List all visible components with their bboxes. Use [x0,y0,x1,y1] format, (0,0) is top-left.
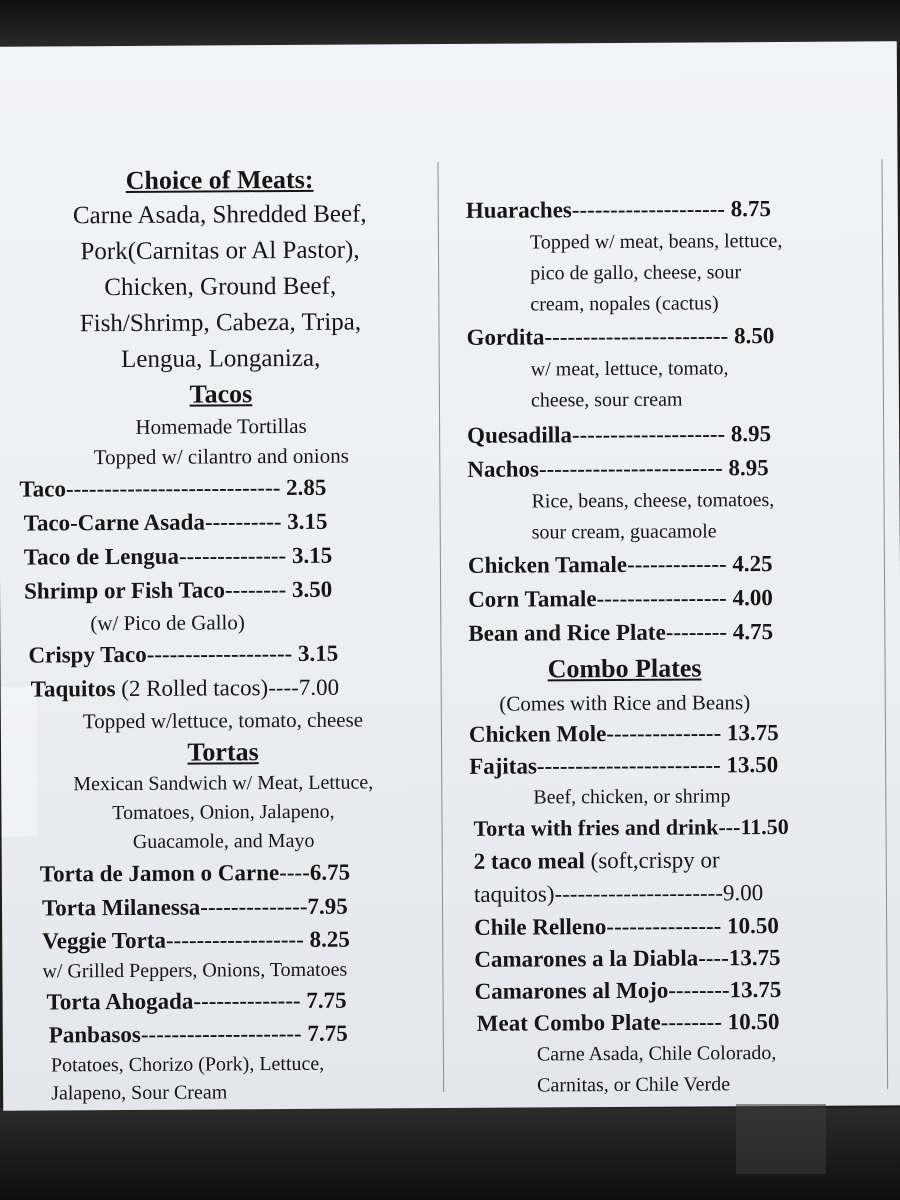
menu-item-taco-de-lengua: Taco de Lengua-------------- 3.15 [23,542,333,570]
meats-heading: Choice of Meats: [125,164,314,195]
meats-line: Fish/Shrimp, Cabeza, Tripa, [79,308,362,338]
menu-item-nachos: Nachos------------------------ 8.95 [467,455,769,482]
item-note: Beef, chicken, or shrimp [533,785,731,809]
menu-item-shrimp-fish-taco: Shrimp or Fish Taco-------- 3.50 [24,576,333,604]
tortas-heading: Tortas [187,737,259,767]
menu-item-gordita: Gordita------------------------ 8.50 [466,323,775,350]
column-divider [437,162,444,1092]
combo-plates-subtitle: (Comes with Rice and Beans) [499,690,751,716]
item-note: w/ meat, lettuce, tomato, [530,357,729,381]
item-note: Potatoes, Chorizo (Pork), Lettuce, [50,1052,325,1077]
menu-item-camarones-mojo: Camarones al Mojo--------13.75 [474,976,782,1004]
menu-item-crispy-taco: Crispy Taco------------------- 3.15 [28,640,339,668]
item-note: Topped w/ meat, beans, lettuce, [529,229,783,254]
menu-item-bean-rice-plate: Bean and Rice Plate-------- 4.75 [468,619,774,646]
menu-item-taquitos [31,670,413,706]
menu-item-corn-tamale: Corn Tamale----------------- 4.00 [468,585,773,612]
item-name: Taquitos [30,676,116,702]
menu-item-camarones-diabla: Camarones a la Diabla----13.75 [474,944,781,972]
menu-item-taco-carne-asada: Taco-Carne Asada---------- 3.15 [23,508,328,536]
left-column [17,162,415,1107]
item-note: Carnitas, or Chile Verde [537,1073,731,1097]
item-detail: (2 Rolled tacos)----7.00 [115,674,340,702]
menu-item-meat-combo-plate: Meat Combo Plate-------- 10.50 [476,1008,780,1036]
menu-item-veggie-torta: Veggie Torta------------------ 8.25 [42,926,350,954]
item-detail: taquitos)----------------------9.00 [473,880,764,907]
item-note: pico de gallo, cheese, sour [530,261,742,285]
item-note: cheese, sour cream [530,388,683,412]
menu-item-taco: Taco---------------------------- 2.85 [19,474,327,502]
menu-item-torta-ahogada: Torta Ahogada-------------- 7.75 [46,987,347,1015]
background-top [0,0,900,48]
meats-line: Pork(Carnitas or Al Pastor), [80,236,360,266]
tortas-subtitle-line: Guacamole, and Mayo [132,829,315,853]
item-detail: (soft,crispy or [584,847,720,874]
menu-item-chicken-mole: Chicken Mole--------------- 13.75 [468,719,779,747]
menu-item-torta-jamon: Torta de Jamon o Carne----6.75 [39,859,351,887]
menu-item-2-taco-meal [474,843,860,879]
menu-item-panbasos: Panbasos--------------------- 7.75 [48,1020,348,1048]
menu-item-chicken-tamale: Chicken Tamale------------- 4.25 [467,551,773,578]
meats-line: Carne Asada, Shredded Beef, [72,200,367,230]
menu-sheet [0,41,900,1110]
column-divider-right [881,159,888,1089]
menu-item-fajitas: Fajitas------------------------ 13.50 [469,751,779,779]
right-column [466,192,862,1102]
item-name: 2 taco meal [473,848,585,874]
item-note: Carne Asada, Chile Colorado, [536,1042,777,1066]
menu-item-torta-fries-drink: Torta with fries and drink---11.50 [473,813,789,841]
menu-item-huaraches: Huaraches-------------------- 8.75 [465,196,772,223]
item-note: sour cream, guacamole [531,520,717,544]
tacos-subtitle: Topped w/ cilantro and onions [93,443,349,470]
tape-strip-bottom [736,1104,826,1174]
item-note: w/ Grilled Peppers, Onions, Tomatoes [42,958,348,983]
item-note: Topped w/lettuce, tomato, cheese [82,707,364,734]
item-note: (w/ Pico de Gallo) [90,610,245,636]
tacos-heading: Tacos [189,379,253,409]
combo-plates-heading: Combo Plates [547,653,702,684]
tortas-subtitle-line: Tomatoes, Onion, Jalapeno, [112,800,335,825]
meats-line: Lengua, Longaniza, [120,344,321,374]
item-note: Rice, beans, cheese, tomatoes, [531,489,775,513]
menu-item-torta-milanessa: Torta Milanessa--------------7.95 [41,893,348,921]
menu-item-quesadilla: Quesadilla-------------------- 8.95 [467,421,772,448]
tortas-subtitle [33,768,414,857]
menu-item-chile-relleno: Chile Relleno--------------- 10.50 [474,912,779,940]
tacos-subtitle: Homemade Tortillas [135,413,307,439]
item-note: Jalapeno, Sour Cream [51,1081,228,1105]
meats-list [30,196,411,378]
tortas-subtitle-line: Mexican Sandwich w/ Meat, Lettuce, [73,771,374,796]
item-note: cream, nopales (cactus) [530,292,719,316]
meats-line: Chicken, Ground Beef, [104,272,337,302]
